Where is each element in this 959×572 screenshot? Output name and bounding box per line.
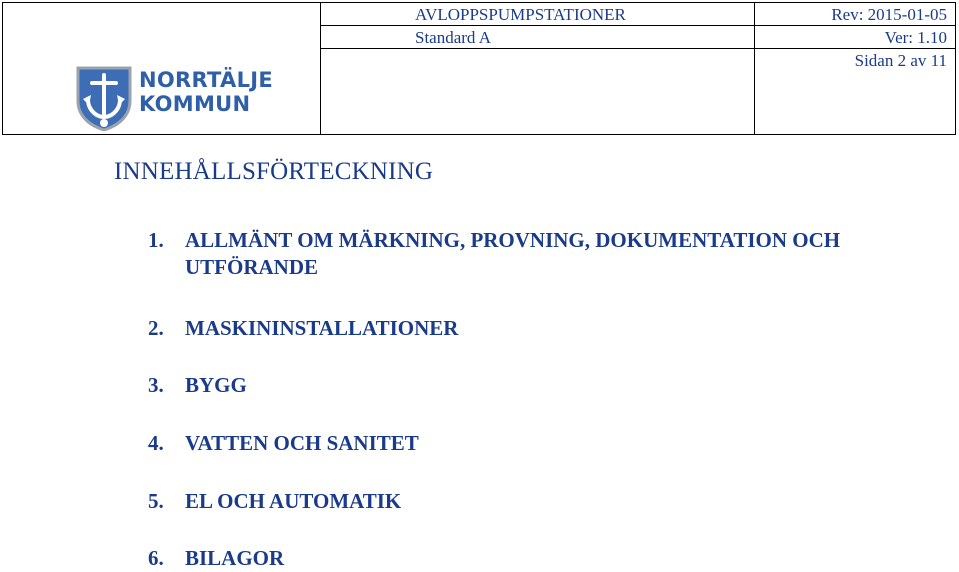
page-header	[2, 2, 956, 135]
anchor-shield-icon	[75, 65, 133, 131]
toc-item-text: EL OCH AUTOMATIK	[185, 489, 402, 513]
version: Ver: 1.10	[755, 26, 955, 49]
toc-item-number: 3.	[148, 373, 164, 397]
toc-item-text: BYGG	[185, 373, 247, 397]
toc-item-number: 4.	[148, 431, 164, 455]
logo-cell	[3, 3, 321, 134]
toc-item-text: ALLMÄNT OM MÄRKNING, PROVNING, DOKUMENTATION OCH UTFÖRANDE	[185, 228, 841, 279]
toc-title: INNEHÅLLSFÖRTECKNING	[114, 158, 434, 185]
toc-item-number: 2.	[148, 316, 164, 340]
toc-item-text: BILAGOR	[185, 546, 285, 570]
toc-item-number: 1.	[148, 228, 164, 252]
logo-line1: NORRTÄLJE	[139, 68, 274, 92]
toc-item-text: VATTEN OCH SANITET	[185, 431, 419, 455]
page-number: Sidan 2 av 11	[854, 51, 947, 70]
doc-standard: Standard A	[321, 26, 754, 49]
norrtalje-kommun-logo	[75, 65, 274, 133]
logo-wordmark	[139, 68, 273, 116]
header-right-cell	[755, 3, 955, 134]
logo-line2: KOMMUN	[139, 92, 251, 116]
toc-item-text: MASKININSTALLATIONER	[185, 316, 459, 340]
doc-title: AVLOPPSPUMPSTATIONER	[321, 3, 754, 26]
revision-date: Rev: 2015-01-05	[755, 3, 955, 26]
toc-item-number: 6.	[148, 546, 164, 570]
header-middle-cell	[321, 3, 755, 134]
toc-item-number: 5.	[148, 489, 164, 513]
